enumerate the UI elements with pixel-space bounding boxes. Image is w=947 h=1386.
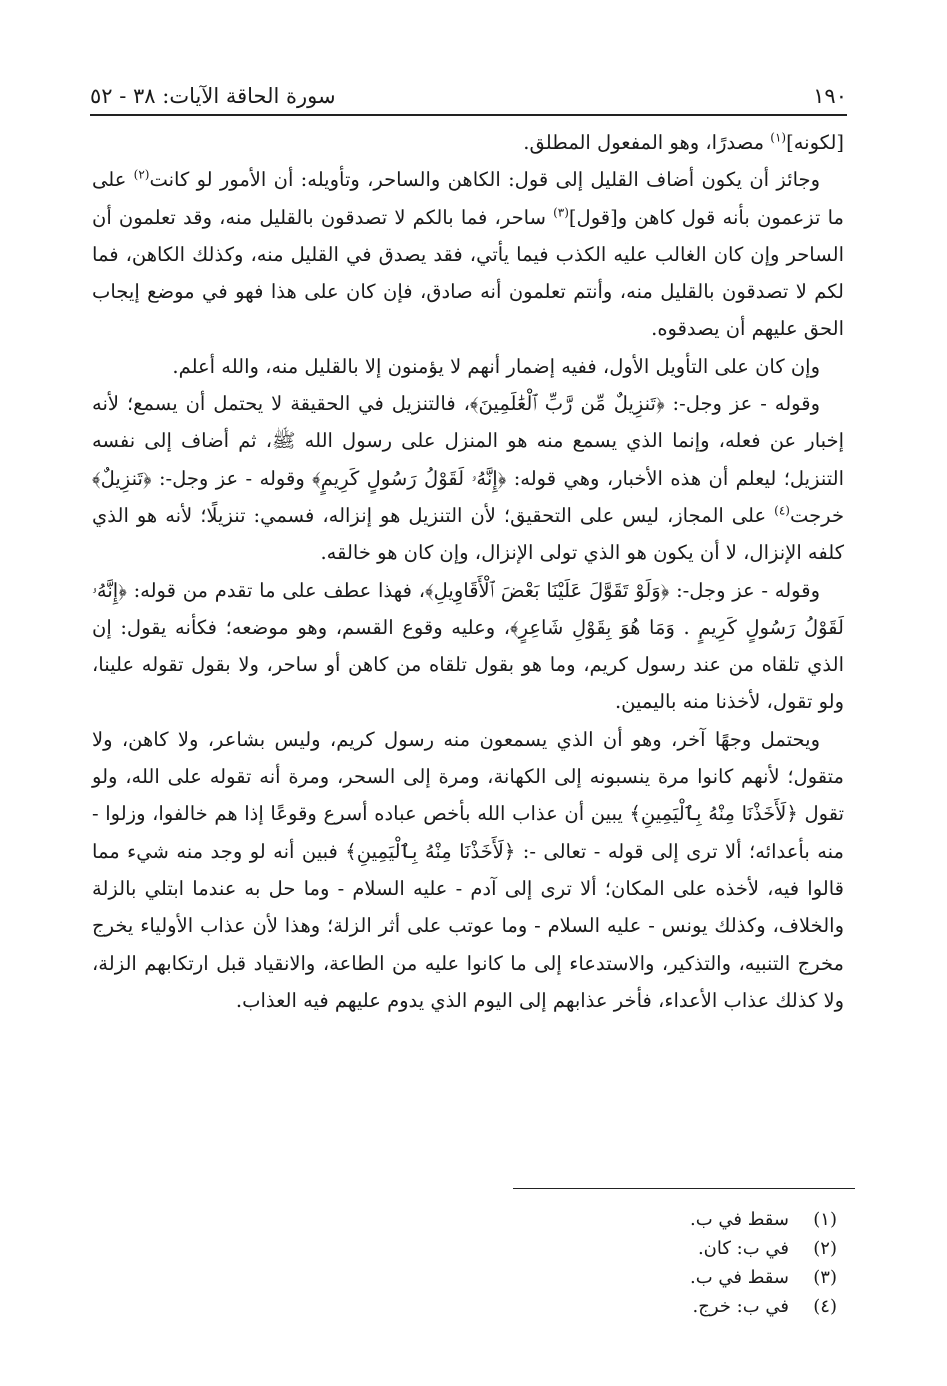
paragraph-1: [لكونه]$^{(١)}$ مصدرًا، وهو المفعول المطلق. xyxy=(523,130,844,154)
footnote-number: (٣) xyxy=(813,1267,837,1288)
footnote-divider xyxy=(513,1188,855,1189)
page-header xyxy=(90,68,847,108)
paragraph-5: وقوله - عز وجل-: ﴿وَلَوْ تَقَوَّلَ عَلَيْنَا بَعْضَ ٱلْأَقَاوِيلِ﴾، فهذا عطف على ما تقدم من قوله: ﴿إِنَّهُۥ لَقَوْلُ رَسُولٍ كَرِيمٍ . وَمَا هُوَ بِقَوْلِ شَاعِرٍ﴾، وعليه وقوع القسم، وهو موضعه؛ فكأنه يقول: إن الذي تلقاه من عند رسول كريم، وما هو بقول تلقاه من كاهن أو ساحر، ولا بقول تقوله علينا، ولو تقول، لأخذنا منه باليمين. xyxy=(92,578,844,714)
footnote-item xyxy=(537,1205,837,1234)
header-divider xyxy=(90,114,847,116)
page-number: ١٩٠ xyxy=(813,84,847,108)
footnote-number: (١) xyxy=(813,1209,837,1230)
footnote-ref-2: (٢) xyxy=(133,167,150,182)
paragraph-4: وقوله - عز وجل-: ﴿تَنزِيلٌ مِّن رَّبِّ ٱلْعَٰلَمِينَ﴾، فالتنزيل في الحقيقة لا يحتمل أن يسمع؛ لأنه إخبار عن فعله، وإنما الذي يسمع منه هو المنزل على رسول الله ﷺ، ثم أضاف إلى نفسه التنزيل؛ ليعلم أن هذه الأخبار، وهي قوله: ﴿إِنَّهُۥ لَقَوْلُ رَسُولٍ كَرِيمٍ﴾ وقوله - عز وجل-: ﴿تَنزِيلٌ﴾ خرجت$^{(٤)}$ على المجاز، ليس على التحقيق؛ لأن التنزيل هو إنزاله، فسمي: تنزيلًا؛ لأنه هو الذي كلفه الإنزال، لا أن يكون هو الذي تولى الإنزال، وإن كان هو خالقه. xyxy=(92,392,844,565)
footnote-ref-3: (٣) xyxy=(553,205,569,220)
footnote-item xyxy=(537,1234,837,1263)
footnote-item xyxy=(537,1292,837,1321)
paragraph-6: ويحتمل وجهًا آخر، وهو أن الذي يسمعون منه رسول كريم، وليس بشاعر، ولا كاهن، ولا متقول؛ لأنهم كانوا مرة ينسبونه إلى الكهانة، ومرة إلى السحر، ومرة أنه تقوله على الله، ولو تقول ﴿لَأَخَذْنَا مِنْهُ بِٱلْيَمِينِ﴾ يبين أن عذاب الله بأخص عباده أسرع وقوعًا إذا هم خالفوا، وزلوا - منه بأعدائه؛ ألا ترى إلى قوله - تعالى -: ﴿لَأَخَذْنَا مِنْهُ بِٱلْيَمِينِ﴾ فبين أنه لو وجد منه شيء مما قالوا فيه، لأخذه على المكان؛ ألا ترى إلى آدم - عليه السلام - وما حل به عندما ابتلي بالزلة والخلاف، وكذلك يونس - عليه السلام - وما عوتب على أثر الزلة؛ وهذا لأن عذاب الأولياء يخرج مخرج التنبيه، والتذكير، والاستدعاء إلى ما كانوا عليه من الطاعة، والانقياد قبل ارتكابهم الزلة، ولا كذلك عذاب الأعداء، فأخر عذابهم إلى اليوم الذي يدوم عليهم فيه العذاب. xyxy=(92,727,844,1012)
running-title: سورة الحاقة الآيات: ٣٨ - ٥٢ xyxy=(90,84,336,108)
footnotes xyxy=(537,1205,837,1321)
paragraph-3: وإن كان على التأويل الأول، ففيه إضمار أنهم لا يؤمنون إلا بالقليل منه، والله أعلم. xyxy=(172,354,820,378)
footnote-ref-1: (١) xyxy=(770,130,787,145)
paragraph-2: وجائز أن يكون أضاف القليل إلى قول: الكاهن والساحر، وتأويله: أن الأمور لو كانت$^{(٢)}$ على ما تزعمون بأنه قول كاهن و[قول]$^{(٣)}$ ساحر، فما بالكم لا تصدقون بالقليل منه، وقد تعلمون أن الساحر وإن كان الغالب عليه الكذب فيما يأتي، فقد يصدق في القليل منه، وكذلك الكاهن، فما لكم لا تصدقون بالقليل منه، وأنتم تعلمون أنه صادق، فإن كان على هذا فهو في موضع إيجاب الحق عليهم أن يصدقوه. xyxy=(92,167,844,341)
footnote-text: سقط في ب. xyxy=(690,1267,789,1288)
footnote-item xyxy=(537,1263,837,1292)
footnote-text: في ب: خرج. xyxy=(692,1296,789,1317)
footnote-number: (٤) xyxy=(813,1296,837,1317)
main-text xyxy=(92,124,844,1019)
footnote-number: (٢) xyxy=(813,1238,837,1259)
footnote-ref-4: (٤) xyxy=(774,503,790,518)
footnote-text: في ب: كان. xyxy=(697,1238,789,1259)
footnote-text: سقط في ب. xyxy=(690,1209,789,1230)
